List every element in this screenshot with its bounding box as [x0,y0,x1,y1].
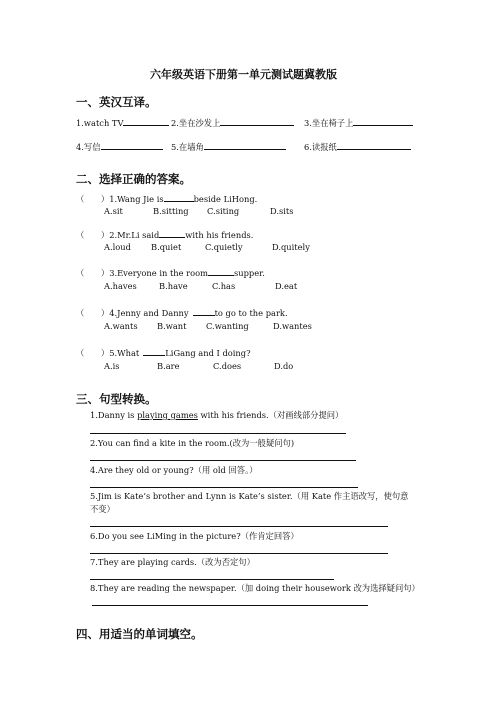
mc-question-4: （ ）4.Jenny and Danny to go to the park. [76,308,288,318]
mc-1-option-a: A.sit [104,206,123,216]
section-4-heading: 四、用适当的单词填空。 [76,627,203,641]
mc-question-2: （ ）2.Mr.Li said with his friends. [76,230,254,240]
mc-2-option-d: D.quitely [272,242,310,252]
transform-question-4: 4.Are they old or young?（用 old 回答。） [90,465,258,475]
mc-3-option-a: A.haves [104,281,137,291]
translation-item-5: 5.在墙角 [171,141,286,153]
mc-3-option-c: C.has [212,281,236,291]
translation-item-6: 6.读报纸 [304,141,411,153]
mc-4-option-a: A.wants [104,321,138,331]
section-3-heading: 三、句型转换。 [76,392,157,406]
translation-item-4: 4.写信 [76,141,163,153]
transform-question-5-cont: 不变） [90,504,115,514]
transform-question-5: 5.Jim is Kate’s brother and Lynn is Kate’s sister.（用 Kate 作主语改写，使句意 [90,491,409,501]
mc-5-option-b: B.are [157,361,180,371]
mc-5-option-c: C.does [213,361,242,371]
transform-question-2: 2.You can find a kite in the room.(改为一般疑问句) [90,438,295,448]
answer-line-5[interactable] [90,526,388,527]
answer-line-7[interactable] [90,579,334,580]
mc-5-option-a: A.is [104,361,120,371]
answer-line-8[interactable] [92,605,368,606]
mc-2-option-c: C.quietly [205,242,243,252]
transform-question-1: 1.Danny is playing games with his friends.（对画线部分提问） [90,410,344,420]
mc-question-1: （ ）1.Wang Jie is beside LiHong. [76,194,258,204]
transform-question-7: 7.They are playing cards.（改为否定句） [90,557,255,567]
mc-question-5: （ ）5.What LiGang and I doing? [76,348,251,358]
transform-question-8: 8.They are reading the newspaper.（加 doing their housework 改为选择疑问句） [90,583,420,593]
mc-5-option-d: D.do [274,361,294,371]
mc-1-option-c: C.siting [207,206,240,216]
mc-2-option-b: B.quiet [151,242,182,252]
mc-3-option-b: B.have [159,281,188,291]
answer-line-4[interactable] [90,487,358,488]
translation-item-1: 1.watch TV [76,117,169,128]
translation-item-3: 3.坐在椅子上 [304,117,413,129]
mc-4-option-d: D.wantes [273,321,312,331]
mc-1-option-b: B.sitting [153,206,189,216]
section-1-heading: 一、英汉互译。 [76,95,157,109]
mc-4-option-b: B.want [157,321,187,331]
mc-question-3: （ ）3.Everyone in the room supper. [76,268,265,278]
mc-1-option-d: D.sits [270,206,294,216]
mc-4-option-c: C.wanting [206,321,249,331]
page-title: 六年级英语下册第一单元测试题冀教版 [150,68,337,81]
mc-2-option-a: A.loud [104,242,131,252]
section-2-heading: 二、选择正确的答案。 [76,172,191,186]
answer-line-1[interactable] [90,433,346,434]
answer-line-6[interactable] [90,553,388,554]
translation-item-2: 2.坐在沙发上 [171,117,294,129]
transform-question-6: 6.Do you see LiMing in the picture?（作肯定回答） [90,531,299,541]
mc-3-option-d: D.eat [275,281,298,291]
answer-line-2[interactable] [90,460,356,461]
